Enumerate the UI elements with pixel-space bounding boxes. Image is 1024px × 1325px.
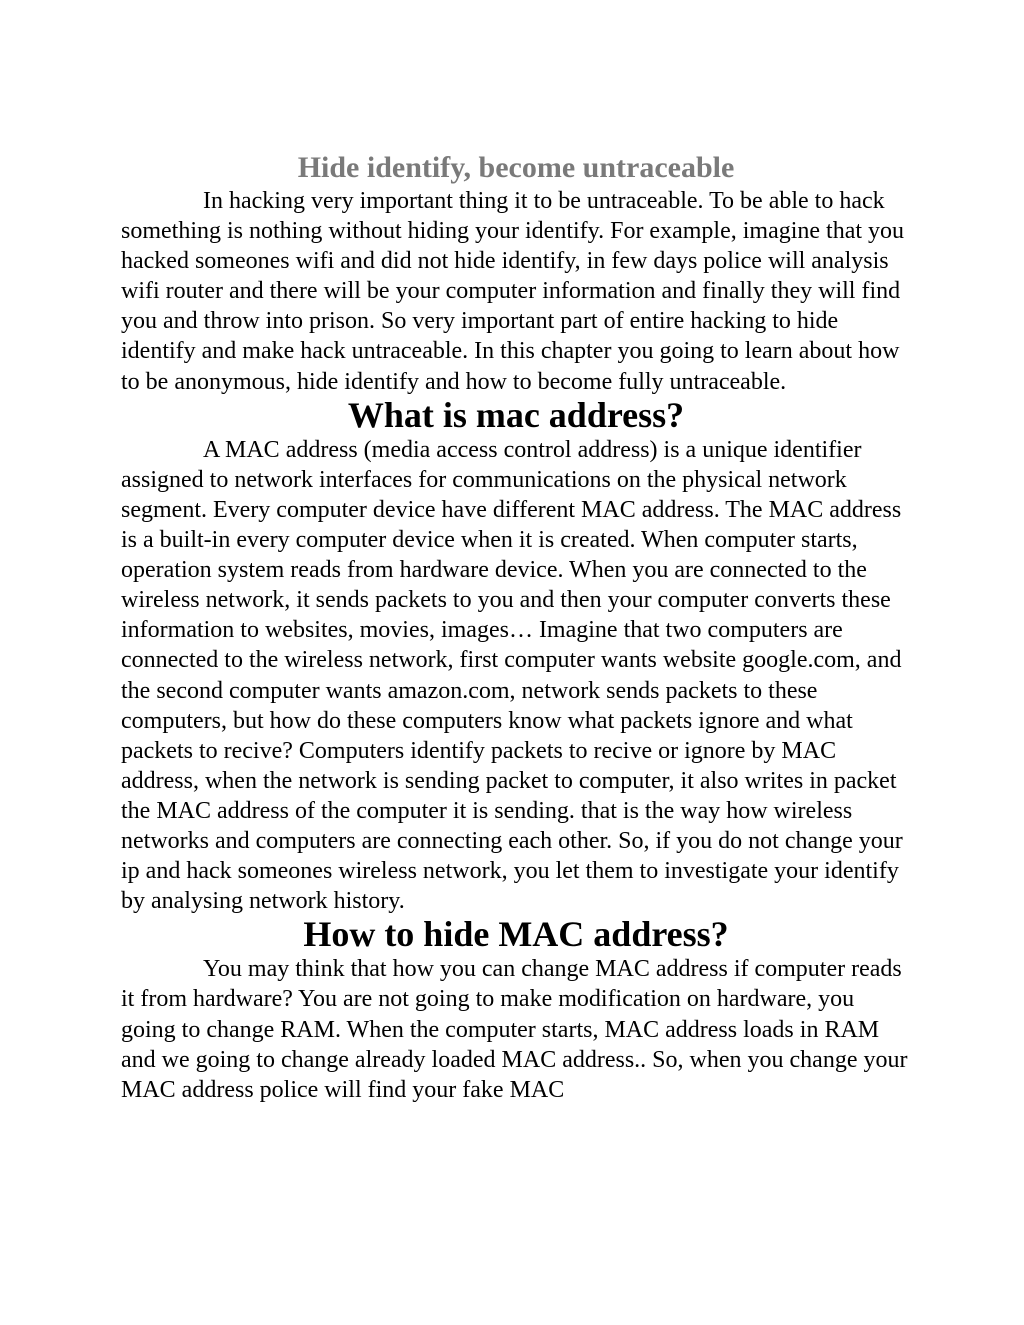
page-title: Hide identify, become untraceable — [297, 151, 735, 184]
section-heading-hide-mac: How to hide MAC address? — [303, 914, 729, 955]
section-heading-mac-address: What is mac address? — [347, 394, 685, 435]
mac-address-paragraph: A MAC address (media access control address) is a unique identifier assigned to network interfaces for communications on the physical network segment. Every computer device have different MAC address. The MAC address is a built-in every computer device when it is created. When computer starts, operation system reads from hardware device. When you are connected to the wireless network, it sends packets to you and then your computer converts these information to websites, movies, images… Imagine that two computers are connected to the wireless network, first computer wants website google.com, and the second computer wants amazon.com, network sends packets to these computers, but how do these computers know what packets ignore and what packets to recive? Computers identify packets to recive or ignore by MAC address, when the network is sending packet to computer, it also writes in packet the MAC address of the computer it is sending. that is the way how wireless networks and computers are connecting each other. So, if you do not change your ip and hack someones wireless network, you let them to investigate your identify by analysing network history. — [121, 436, 903, 915]
hide-mac-paragraph: You may think that how you can change MAC address if computer reads it from hardware? You are not going to make modification on hardware, you going to change RAM. When the computer starts, MAC address loads in RAM and we going to change already loaded MAC address.. So, when you change your MAC address police will find your fake MAC — [121, 956, 908, 1103]
intro-paragraph: In hacking very important thing it to be untraceable. To be able to hack something is nothing without hiding your identify. For example, imagine that you hacked someones wifi and did not hide identify, in few days police will analysis wifi router and there will be your computer information and finally they will find you and throw into prison. So very important part of entire hacking to hide identify and make hack untraceable. In this chapter you going to learn about how to be anonymous, hide identify and how to become fully untraceable. — [121, 188, 905, 395]
document-body — [121, 150, 911, 1105]
